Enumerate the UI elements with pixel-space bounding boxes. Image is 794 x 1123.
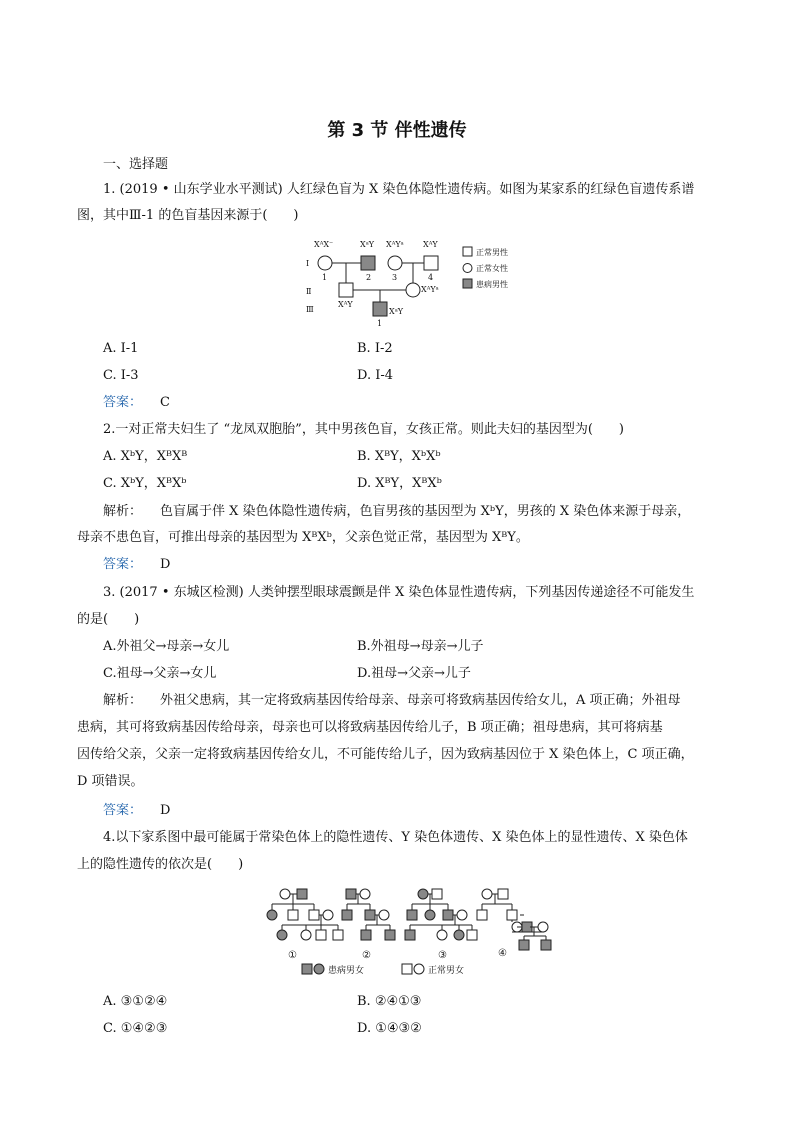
q4-option-c[interactable]: C. ①④②③	[103, 1021, 168, 1036]
q2-explanation-label: 解析：	[103, 504, 143, 519]
q3-stem-line2: 的是( )	[77, 612, 140, 627]
legend-affected-male-icon	[463, 279, 472, 288]
gen-i-label: Ⅰ	[306, 259, 310, 268]
q4-pedigrees-figure	[262, 884, 562, 980]
q1-option-c[interactable]: C. Ⅰ-3	[103, 368, 139, 383]
gen-iii-label: Ⅲ	[306, 305, 314, 314]
q3-answer-label: 答案：	[103, 803, 143, 818]
q3-explanation-line4: D 项错误。	[77, 774, 144, 789]
q2-option-b[interactable]: B. XᴮY，XᵇXᵇ	[357, 449, 441, 464]
i1-number: 1	[322, 273, 328, 282]
q4-option-b[interactable]: B. ②④①③	[357, 994, 422, 1009]
q3-answer: D	[160, 803, 171, 818]
pedigree-1-number: ①	[288, 950, 297, 961]
i4-number: 4	[428, 273, 434, 282]
iii1-number: 1	[377, 319, 383, 328]
iii1-genotype: XᵃY	[389, 307, 404, 316]
ii2-normal-female	[406, 283, 420, 297]
legend-normal-label: 正常男女	[428, 966, 465, 976]
q2-stem: 2.一对正常夫妇生了 “龙凤双胞胎”，其中男孩色盲，女孩正常。则此夫妇的基因型为( )	[103, 422, 624, 437]
i4-genotype: XᴬY	[423, 240, 438, 249]
i3-number: 3	[392, 273, 398, 282]
q3-explanation-line1: 外祖父患病，其一定将致病基因传给母亲、母亲可将致病基因传给女儿，A 项正确；外祖母	[160, 693, 681, 708]
i4-normal-male	[424, 256, 438, 270]
q2-explanation-line1: 色盲属于伴 X 染色体隐性遗传病，色盲男孩的基因型为 XᵇY，男孩的 X 染色体来源于母亲，	[160, 504, 691, 519]
q3-option-d[interactable]: D.祖母→父亲→儿子	[357, 666, 471, 681]
i3-genotype: XᴬYᵃ	[386, 240, 404, 249]
q1-stem-line1: 1. (2019 • 山东学业水平测试) 人红绿色盲为 X 染色体隐性遗传病。如图为某家系的红绿色盲遗传系谱	[103, 182, 695, 197]
q2-option-c[interactable]: C. XᵇY，XᴮXᵇ	[103, 476, 187, 491]
q4-stem-line2: 上的隐性遗传的依次是( )	[77, 857, 244, 872]
gen-ii-label: Ⅱ	[306, 287, 312, 296]
i1-normal-female	[318, 256, 332, 270]
q3-stem-line1: 3. (2017 • 东城区检测) 人类钟摆型眼球震颤是伴 X 染色体显性遗传病，下列基因传递途径不可能发生	[103, 585, 695, 600]
legend-affected-male-label: 患病男性	[476, 280, 508, 289]
q3-explanation-label: 解析：	[103, 693, 143, 708]
iii1-affected-male	[373, 302, 387, 316]
q1-stem-line2: 图，其中Ⅲ-1 的色盲基因来源于( )	[77, 208, 299, 223]
pedigree-4-number: ④	[498, 948, 507, 959]
q3-option-c[interactable]: C.祖母→父亲→女儿	[103, 666, 217, 681]
legend-normal-male-icon	[463, 247, 472, 256]
legend-affected-label: 患病男女	[328, 966, 365, 976]
q1-pedigree-figure	[300, 232, 530, 332]
q1-answer: C	[160, 395, 170, 410]
q1-option-a[interactable]: A. Ⅰ-1	[103, 341, 139, 356]
i2-genotype: XᵃY	[360, 240, 375, 249]
ii1-genotype: XᴬY	[338, 300, 353, 309]
page-title: 第 3 节 伴性遗传	[327, 120, 467, 141]
legend-normal-female-icon	[463, 264, 472, 273]
q4-option-d[interactable]: D. ①④③②	[357, 1021, 422, 1036]
i1-genotype: XᴬX⁻	[314, 240, 334, 249]
i2-affected-male	[361, 256, 375, 270]
q3-explanation-line3: 因传给父亲，父亲一定将致病基因传给女儿，不可能传给儿子，因为致病基因位于 X 染色体上，C 项正确，	[77, 747, 694, 762]
q1-option-d[interactable]: D. Ⅰ-4	[357, 368, 394, 383]
q3-option-b[interactable]: B.外祖母→母亲→儿子	[357, 639, 484, 654]
q3-option-a[interactable]: A.外祖父→母亲→女儿	[103, 639, 230, 654]
pedigree-2-number: ②	[362, 950, 371, 961]
i2-number: 2	[366, 273, 372, 282]
q4-stem-line1: 4.以下家系图中最可能属于常染色体上的隐性遗传、Y 染色体遗传、X 染色体上的显性遗传、X 染色体	[103, 830, 688, 845]
ii2-genotype: XᴬYᵃ	[421, 285, 439, 294]
q4-option-a[interactable]: A. ③①②④	[103, 994, 168, 1009]
q2-option-a[interactable]: A. XᵇY，XᴮXᴮ	[103, 449, 188, 464]
q2-answer: D	[160, 557, 171, 572]
q2-explanation-line2: 母亲不患色盲，可推出母亲的基因型为 XᴮXᵇ，父亲色觉正常，基因型为 XᴮY。	[77, 530, 529, 545]
q1-answer-label: 答案：	[103, 395, 143, 410]
legend-normal-female-label: 正常女性	[476, 264, 508, 273]
section-heading: 一、选择题	[103, 157, 169, 172]
legend-normal-male-label: 正常男性	[476, 248, 508, 257]
pedigree-3-number: ③	[438, 950, 447, 961]
i3-normal-female	[388, 256, 402, 270]
ii1-normal-male	[339, 283, 353, 297]
q2-answer-label: 答案：	[103, 557, 143, 572]
q1-option-b[interactable]: B. Ⅰ-2	[357, 341, 393, 356]
q2-option-d[interactable]: D. XᴮY，XᴮXᵇ	[357, 476, 442, 491]
q3-explanation-line2: 患病，其可将致病基因传给母亲，母亲也可以将致病基因传给儿子，B 项正确；祖母患病，其可将病基	[77, 720, 663, 735]
